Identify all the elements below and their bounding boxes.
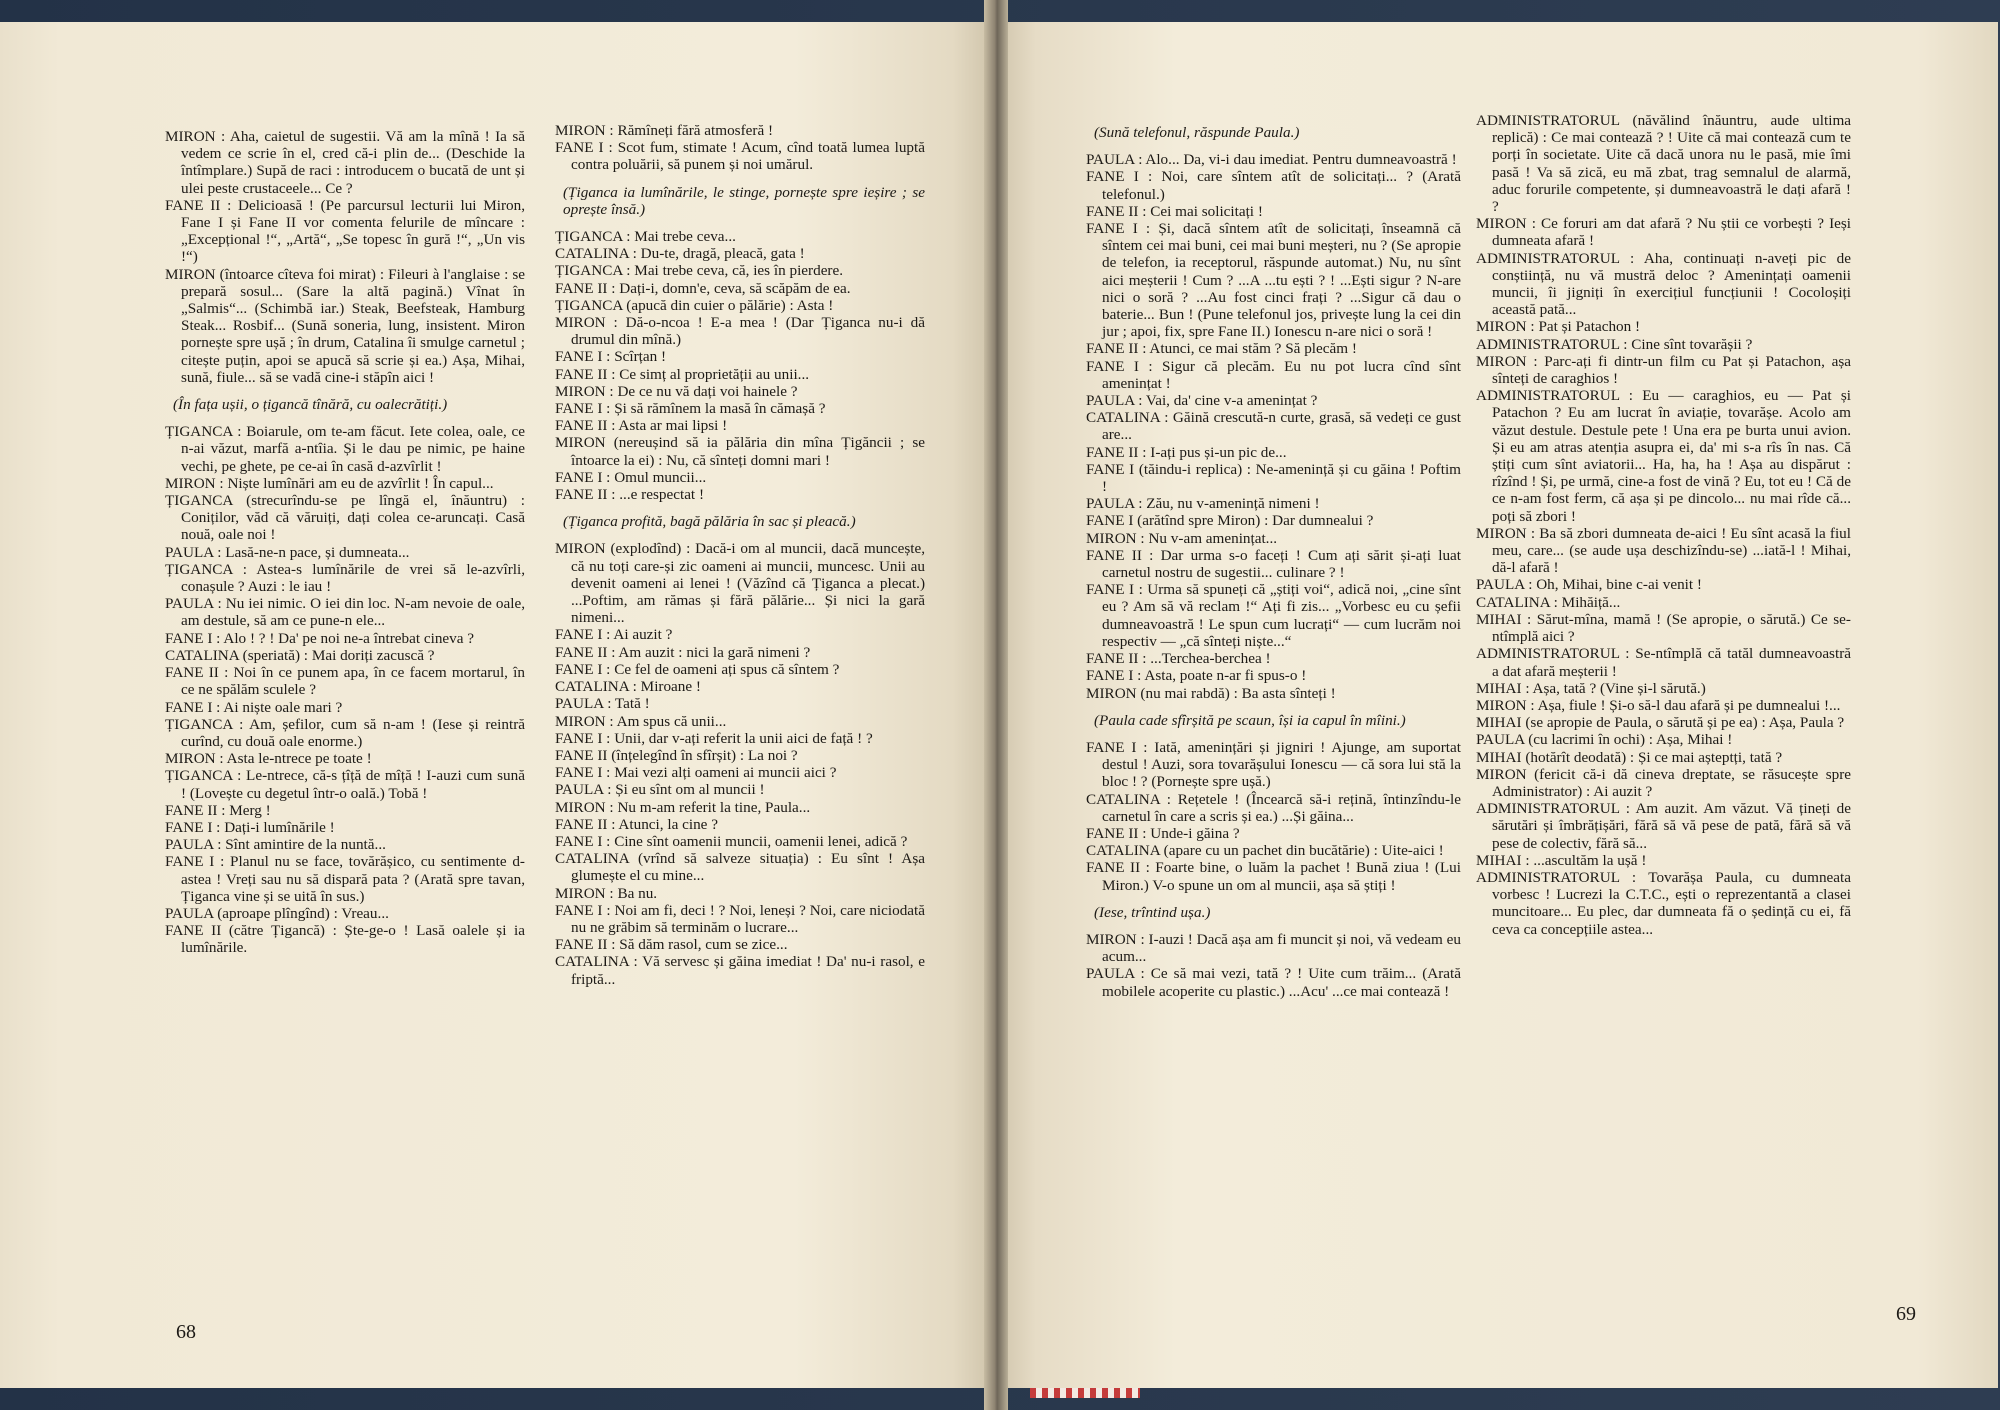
dialogue-line: MIRON : Dă-o-ncoa ! E-a mea ! (Dar Țiganca nu-i dă drumul din mînă.) [555,314,925,349]
dialogue-line: FANE I : Noi, care sîntem atît de solicitați... ? (Arată telefonul.) [1086,168,1461,203]
stage-direction: (Țiganca ia lumînările, le stinge, pornește spre ieșire ; se oprește însă.) [563,183,925,218]
dialogue-line: FANE I : Asta, poate n-ar fi spus-o ! [1086,667,1307,685]
dialogue-line: CATALINA : Miroane ! [555,678,701,696]
dialogue-line: MIRON : Aha, caietul de sugestii. Vă am la mînă ! Ia să vedem ce scrie în el, cred că-i plin de... (Deschide la întîmplare.) Supă de raci : introducem o bucată de unt și ulei peste crustaceele... Ce ? [165,128,525,197]
dialogue-line: PAULA : Zău, nu v-amenință nimeni ! [1086,495,1320,513]
dialogue-line: PAULA : Nu iei nimic. O iei din loc. N-am nevoie de oale, am destule, să am ce pune-n ele... [165,595,525,630]
dialogue-line: PAULA : Oh, Mihai, bine c-ai venit ! [1476,576,1702,594]
dialogue-line: FANE II : Dar urma s-o faceți ! Cum ați sărit și-ați luat carnetul nostru de sugestii... culinare ? ! [1086,546,1461,582]
dialogue-line: CATALINA : Du-te, dragă, pleacă, gata ! [555,245,805,263]
dialogue-line: FANE I : Omul muncii... [555,468,707,486]
stage-direction: (Iese, trîntind ușa.) [1094,903,1211,921]
dialogue-line: ȚIGANCA : Mai trebe ceva, că, ies în pierdere. [555,262,844,280]
dialogue-line: ADMINISTRATORUL : Am auzit. Am văzut. Vă țineți de sărutări și îmbrățișări, fără să vă pese de pată, fără să vă pese de colectiv, fără să... [1476,800,1851,852]
dialogue-line: FANE I : Scîrțan ! [555,348,667,366]
dialogue-line: MIRON : De ce nu vă dați voi hainele ? [555,382,798,400]
dialogue-line: FANE II : Unde-i găina ? [1086,824,1240,842]
page-number-left: 68 [176,1321,196,1343]
dialogue-line: FANE I : Ai niște oale mari ? [165,698,343,716]
dialogue-line: MIRON (fericit că-i dă cineva dreptate, se răsucește spre Administrator) : Ai auzit ? [1476,765,1851,800]
dialogue-line: ȚIGANCA (strecurîndu-se pe lîngă el, înăuntru) : Coniților, văd că văruiți, dați colea ce-aruncați. Casă nouă, oale noi ! [165,492,525,544]
dialogue-line: MIHAI (se apropie de Paula, o sărută și pe ea) : Așa, Paula ? [1476,714,1845,732]
dialogue-line: PAULA : Lasă-ne-n pace, și dumneata... [165,543,410,561]
page-right-column-2 [1476,112,1851,938]
dialogue-line: MIRON : Ce foruri am dat afară ? Nu știi ce vorbești ? Ieși dumneata afară ! [1476,215,1851,250]
dialogue-line: CATALINA (apare cu un pachet din bucătărie) : Uite-aici ! [1086,842,1444,860]
dialogue-line: MIRON : Așa, fiule ! Și-o să-l dau afară și pe dumnealui !... [1476,696,1841,714]
dialogue-line: MIRON : Nu m-am referit la tine, Paula... [555,798,811,816]
dialogue-line: MIRON (nereușind să ia pălăria din mîna Țigăncii ; se întoarce la ei) : Nu, că sînteți domni mari ! [555,434,925,469]
dialogue-line: ȚIGANCA (apucă din cuier o pălărie) : Asta ! [555,296,834,314]
dialogue-line: FANE II : ...e respectat ! [555,486,705,504]
dialogue-line: FANE II : ...Terchea-berchea ! [1086,650,1271,668]
dialogue-line: MIRON : Asta le-ntrece pe toate ! [165,750,372,768]
dialogue-line: MIRON : Rămîneți fără atmosferă ! [555,122,774,139]
dialogue-line: MIRON (întoarce cîteva foi mirat) : Fileuri à l'anglaise : se prepară sosul... (Sare la altă pagină.) Vînat în „Salmis“... (Schimbă iar.) Steak, Beefsteak, Hamburg Steak... Rosbif... (Sună soneria, lung, insistent. Miron pornește spre ușă ; în drum, Catalina îi smulge carnetul ; citește puțin, apoi se apucă să scrie și ea.) Așa, Mihai, sună, fiule... să se vadă cine-i stăpîn aici ! [165,265,525,386]
dialogue-line: FANE II : Am auzit : nici la gară nimeni ? [555,643,811,661]
dialogue-line: ȚIGANCA : Am, șefilor, cum să n-am ! (Iese și reintră curînd, cu două oale enorme.) [165,715,525,750]
dialogue-line: ADMINISTRATORUL : Tovarășa Paula, cu dumneata vorbesc ! Lucrezi la C.T.C., ești o reprezentantă a clasei muncitoare... Eu plec, dar dumneata fă o ședință cu ei, fă ceva ca concepțiile astea... [1476,868,1851,938]
dialogue-line: ȚIGANCA : Astea-s lumînările de vrei să le-azvîrli, conașule ? Auzi : le iau ! [165,560,525,596]
dialogue-line: ADMINISTRATORUL : Eu — caraghios, eu — Pat și Patachon ? Eu am lucrat în aviație, tovarășe. Acolo am văzut destule. Destule pete ! Una era pe burta unui avion. Și eu am atras atenția asupra ei, da' mi s-a rîs în nas. Că știți cum sînt aviatorii... Ha, ha, ha ! Așa au dispărut : rîzînd ! Și, pe urmă, cine-a fost de vină ? Eu, tot eu ! Că de ce n-am fost ferm, că așa și pe dincolo... nu mai rîde că... poți să zbori ! [1476,387,1851,525]
dialogue-line: FANE II : Asta ar mai lipsi ! [555,417,728,435]
dialogue-line: CATALINA : Mihăiță... [1476,593,1621,611]
dialogue-line: MIHAI : Sărut-mîna, mamă ! (Se apropie, o sărută.) Ce se-ntîmplă aici ? [1476,610,1851,646]
dialogue-line: CATALINA (speriată) : Mai doriți zacuscă ? [165,646,435,664]
dialogue-line: FANE I : Sigur că plecăm. Eu nu pot lucra cînd sînt amenințat ! [1086,357,1461,392]
page-left-column-1 [165,128,525,957]
page-left [0,22,992,1388]
dialogue-line: PAULA : Vai, da' cine v-a amenințat ? [1086,392,1318,410]
dialogue-line: MIRON : Am spus că unii... [555,712,727,730]
book-gutter [984,0,1008,1410]
dialogue-line: PAULA : Și eu sînt om al muncii ! [555,781,765,799]
dialogue-line: FANE I : Cine sînt oamenii muncii, oamenii lenei, adică ? [555,832,908,850]
dialogue-line: FANE I : Unii, dar v-ați referit la unii aici de față ! ? [555,729,873,747]
dialogue-line: FANE II (către Țigancă) : Ște-ge-o ! Lasă oalele și ia lumînările. [165,922,525,957]
dialogue-line: FANE I : Alo ! ? ! Da' pe noi ne-a întrebat cineva ? [165,629,475,647]
dialogue-line: ADMINISTRATORUL (năvălind înăuntru, aude ultima replică) : Ce mai contează ? ! Uite că mai contează cum te porți în societate. Uite că dacă unora nu le pasă, mie îmi pasă ! Va să zică, eu mă zbat, trag semnalul de alarmă, aduc forurile competente, și dumneavoastră le dați afară ! ? [1476,112,1851,216]
dialogue-line: FANE I : Iată, amenințări și jigniri ! Ajunge, am suportat destul ! Auzi, sora tovarășului Ionescu — că sora lui stă la bloc ! ? (Pornește spre ușă.) [1086,738,1461,791]
dialogue-line: MIRON : Pat și Patachon ! [1476,318,1641,336]
dialogue-line: FANE I : Și să rămînem la masă în cămașă ? [555,400,826,418]
dialogue-line: FANE I : Mai vezi alți oameni ai muncii aici ? [555,764,837,782]
dialogue-line: ȚIGANCA : Mai trebe ceva... [555,228,736,246]
dialogue-line: CATALINA (vrînd să salveze situația) : Eu sînt ! Așa glumește el cu mine... [555,850,925,885]
dialogue-line: FANE II : Ce simț al proprietății au unii... [555,365,810,383]
dialogue-line: MIRON (nu mai rabdă) : Ba asta sînteți ! [1086,684,1336,702]
dialogue-line: FANE II : Atunci, ce mai stăm ? Să plecăm ! [1086,340,1357,358]
dialogue-line: CATALINA : Găină crescută-n curte, grasă, să vedeți ce gust are... [1086,409,1461,444]
dialogue-line: FANE I : Scot fum, stimate ! Acum, cînd toată lumea luptă contra poluării, să punem și noi umărul. [555,139,925,174]
dialogue-line: PAULA : Tată ! [555,695,650,713]
dialogue-line: PAULA (cu lacrimi în ochi) : Așa, Mihai ! [1476,731,1733,749]
stage-direction: (În fața ușii, o țigancă tînără, cu oalecrătiți.) [173,396,448,414]
page-number-right: 69 [1896,1303,1916,1325]
dialogue-line: FANE I : Ce fel de oameni ați spus că sîntem ? [555,660,840,678]
dialogue-line: FANE II : Cei mai solicitați ! [1086,202,1263,220]
stage-direction: (Sună telefonul, răspunde Paula.) [1094,124,1300,141]
dialogue-line: ADMINISTRATORUL : Se-ntîmplă că tatăl dumneavoastră a dat afară meșterii ! [1476,645,1851,680]
dialogue-line: MIHAI : Așa, tată ? (Vine și-l sărută.) [1476,679,1706,697]
dialogue-line: FANE I : Dați-i lumînările ! [165,818,335,836]
dialogue-line: ȚIGANCA : Le-ntrece, că-s țîță de mîță ! I-auzi cum sună ! (Lovește cu degetul într-o oală.) Tobă ! [165,767,525,802]
dialogue-line: FANE I : Și, dacă sîntem atît de solicitați, înseamnă că sîntem cei mai buni, cei mai buni meșteri, nu ? (Se apropie de telefon, ia receptorul, răspunde automat.) Nu, nu sînt aici meșterii ! Cum ? ...A ...tu ești ? ! ...Ești sigur ? N-are nici o soră ? ...Au fost cinci frați ? ...Sigur că dau o baterie... Bun ! (Pune telefonul jos, privește lung la cei din jur ; apoi, fix, spre Fane II.) Ionescu n-are nici o soră ! [1086,220,1461,341]
dialogue-line: MIRON : Nu v-am amenințat... [1086,529,1278,547]
dialogue-line: FANE II : Dați-i, domn'e, ceva, să scăpăm de ea. [555,279,851,297]
page-right-column-1 [1086,114,1461,1000]
dialogue-line: FANE II : I-ați pus și-un pic de... [1086,443,1287,461]
dialogue-line: PAULA (aproape plîngînd) : Vreau... [165,904,389,922]
dialogue-line: MIRON : Parc-ați fi dintr-un film cu Pat și Patachon, așa sînteți de caraghios ! [1476,352,1851,388]
dialogue-line: MIRON : Ba să zbori dumneata de-aici ! Eu sînt acasă la fiul meu, care... (se aude ușa deschizîndu-se) ...iată-l ! Mihai, dă-l afară ! [1476,524,1851,577]
dialogue-line: PAULA : Alo... Da, vi-i dau imediat. Pentru dumneavoastră ! [1086,151,1457,169]
dialogue-line: PAULA : Ce să mai vezi, tată ? ! Uite cum trăim... (Arată mobilele acoperite cu plastic.) ...Acu' ...ce mai contează ! [1086,965,1461,1000]
dialogue-line: FANE II : Merg ! [165,801,271,819]
dialogue-line: CATALINA : Vă servesc și găina imediat ! Da' nu-i rasol, e friptă... [555,953,925,988]
dialogue-line: FANE II (înțelegînd în sfîrșit) : La noi ? [555,746,798,764]
page-left-column-2 [555,122,925,988]
page-right [996,22,1998,1388]
dialogue-line: MIRON (explodînd) : Dacă-i om al muncii, dacă muncește, că nu toți care-și zic oameni ai muncii, muncesc. Unii au devenit oameni ai lenei ! (Văzînd că Țiganca a plecat.) ...Poftim, am rămas și fără pălărie... Și nici la gară nimeni... [555,540,925,627]
dialogue-line: MIHAI (hotărît deodată) : Și ce mai așteptți, tată ? [1476,748,1783,766]
dialogue-line: FANE II : Noi în ce punem apa, în ce facem mortarul, în ce ne spălăm sculele ? [165,664,525,699]
dialogue-line: FANE I : Urma să spuneți că „știți voi“, adică noi, „cine sînt eu ? Am să vă reclam !“ Ați fi zis... „Vorbesc eu cu șefii dumneavoastră ! Le spun cum lucrați“ — cum lucrăm noi respectiv — „că sînteți niște...“ [1086,581,1461,650]
dialogue-line: FANE I (tăindu-i replica) : Ne-amenință și cu găina ! Poftim ! [1086,460,1461,496]
dialogue-line: MIHAI : ...ascultăm la ușă ! [1476,851,1647,869]
dialogue-line: FANE I (arătînd spre Miron) : Dar dumnealui ? [1086,512,1374,530]
dialogue-line: CATALINA : Rețetele ! (Încearcă să-i rețină, întinzîndu-le carnetul în care a scris și ea.) ...Și găina... [1086,790,1461,825]
dialogue-line: ADMINISTRATORUL : Aha, continuați n-aveți pic de conștiință, nu vă mustră deloc ? Amenințați oamenii muncii, îi jigniți în exercițiul funcțiunii ! Cocoloșiți această pată... [1476,249,1851,319]
dialogue-line: FANE I : Noi am fi, deci ! ? Noi, leneși ? Noi, care niciodată nu ne grăbim să terminăm o lucrare... [555,901,925,936]
dialogue-line: MIRON : Niște lumînări am eu de azvîrlit ! În capul... [165,474,494,492]
stage-direction: (Țiganca profită, bagă pălăria în sac și pleacă.) [563,513,856,531]
dialogue-line: MIRON : I-auzi ! Dacă așa am fi muncit și noi, vă vedeam eu acum... [1086,930,1461,966]
bookmark-ribbon [1030,1388,1140,1398]
dialogue-line: MIRON : Ba nu. [555,884,658,902]
dialogue-line: FANE II : Să dăm rasol, cum se zice... [555,936,788,954]
dialogue-line: FANE II : Foarte bine, o luăm la pachet ! Bună ziua ! (Lui Miron.) V-o spune un om al muncii, așa să știți ! [1086,859,1461,894]
dialogue-line: FANE I : Planul nu se face, tovărășico, cu sentimente d-astea ! Vreți sau nu să dispară pata ? (Arată spre tavan, Țiganca vine și se uită în sus.) [165,853,525,905]
dialogue-line: ȚIGANCA : Boiarule, om te-am făcut. Iete colea, oale, ce n-ai văzut, marfă a-ntîia. Și le dau pe nimic, pe haine vechi, pe ghete, pe ce-ai în casă d-azvîrlit ! [165,423,525,475]
dialogue-line: FANE II : Atunci, la cine ? [555,815,718,833]
dialogue-line: ADMINISTRATORUL : Cine sînt tovarășii ? [1476,335,1753,353]
stage-direction: (Paula cade sfîrșită pe scaun, își ia capul în mîini.) [1094,711,1406,729]
dialogue-line: PAULA : Sînt amintire de la nuntă... [165,836,386,854]
dialogue-line: FANE II : Delicioasă ! (Pe parcursul lecturii lui Miron, Fane I și Fane II vor comenta felurile de mîncare : „Excepțional !“, „Artă“, „Se topesc în gură !“, „Un vis !“) [165,196,525,266]
dialogue-line: FANE I : Ai auzit ? [555,626,673,644]
